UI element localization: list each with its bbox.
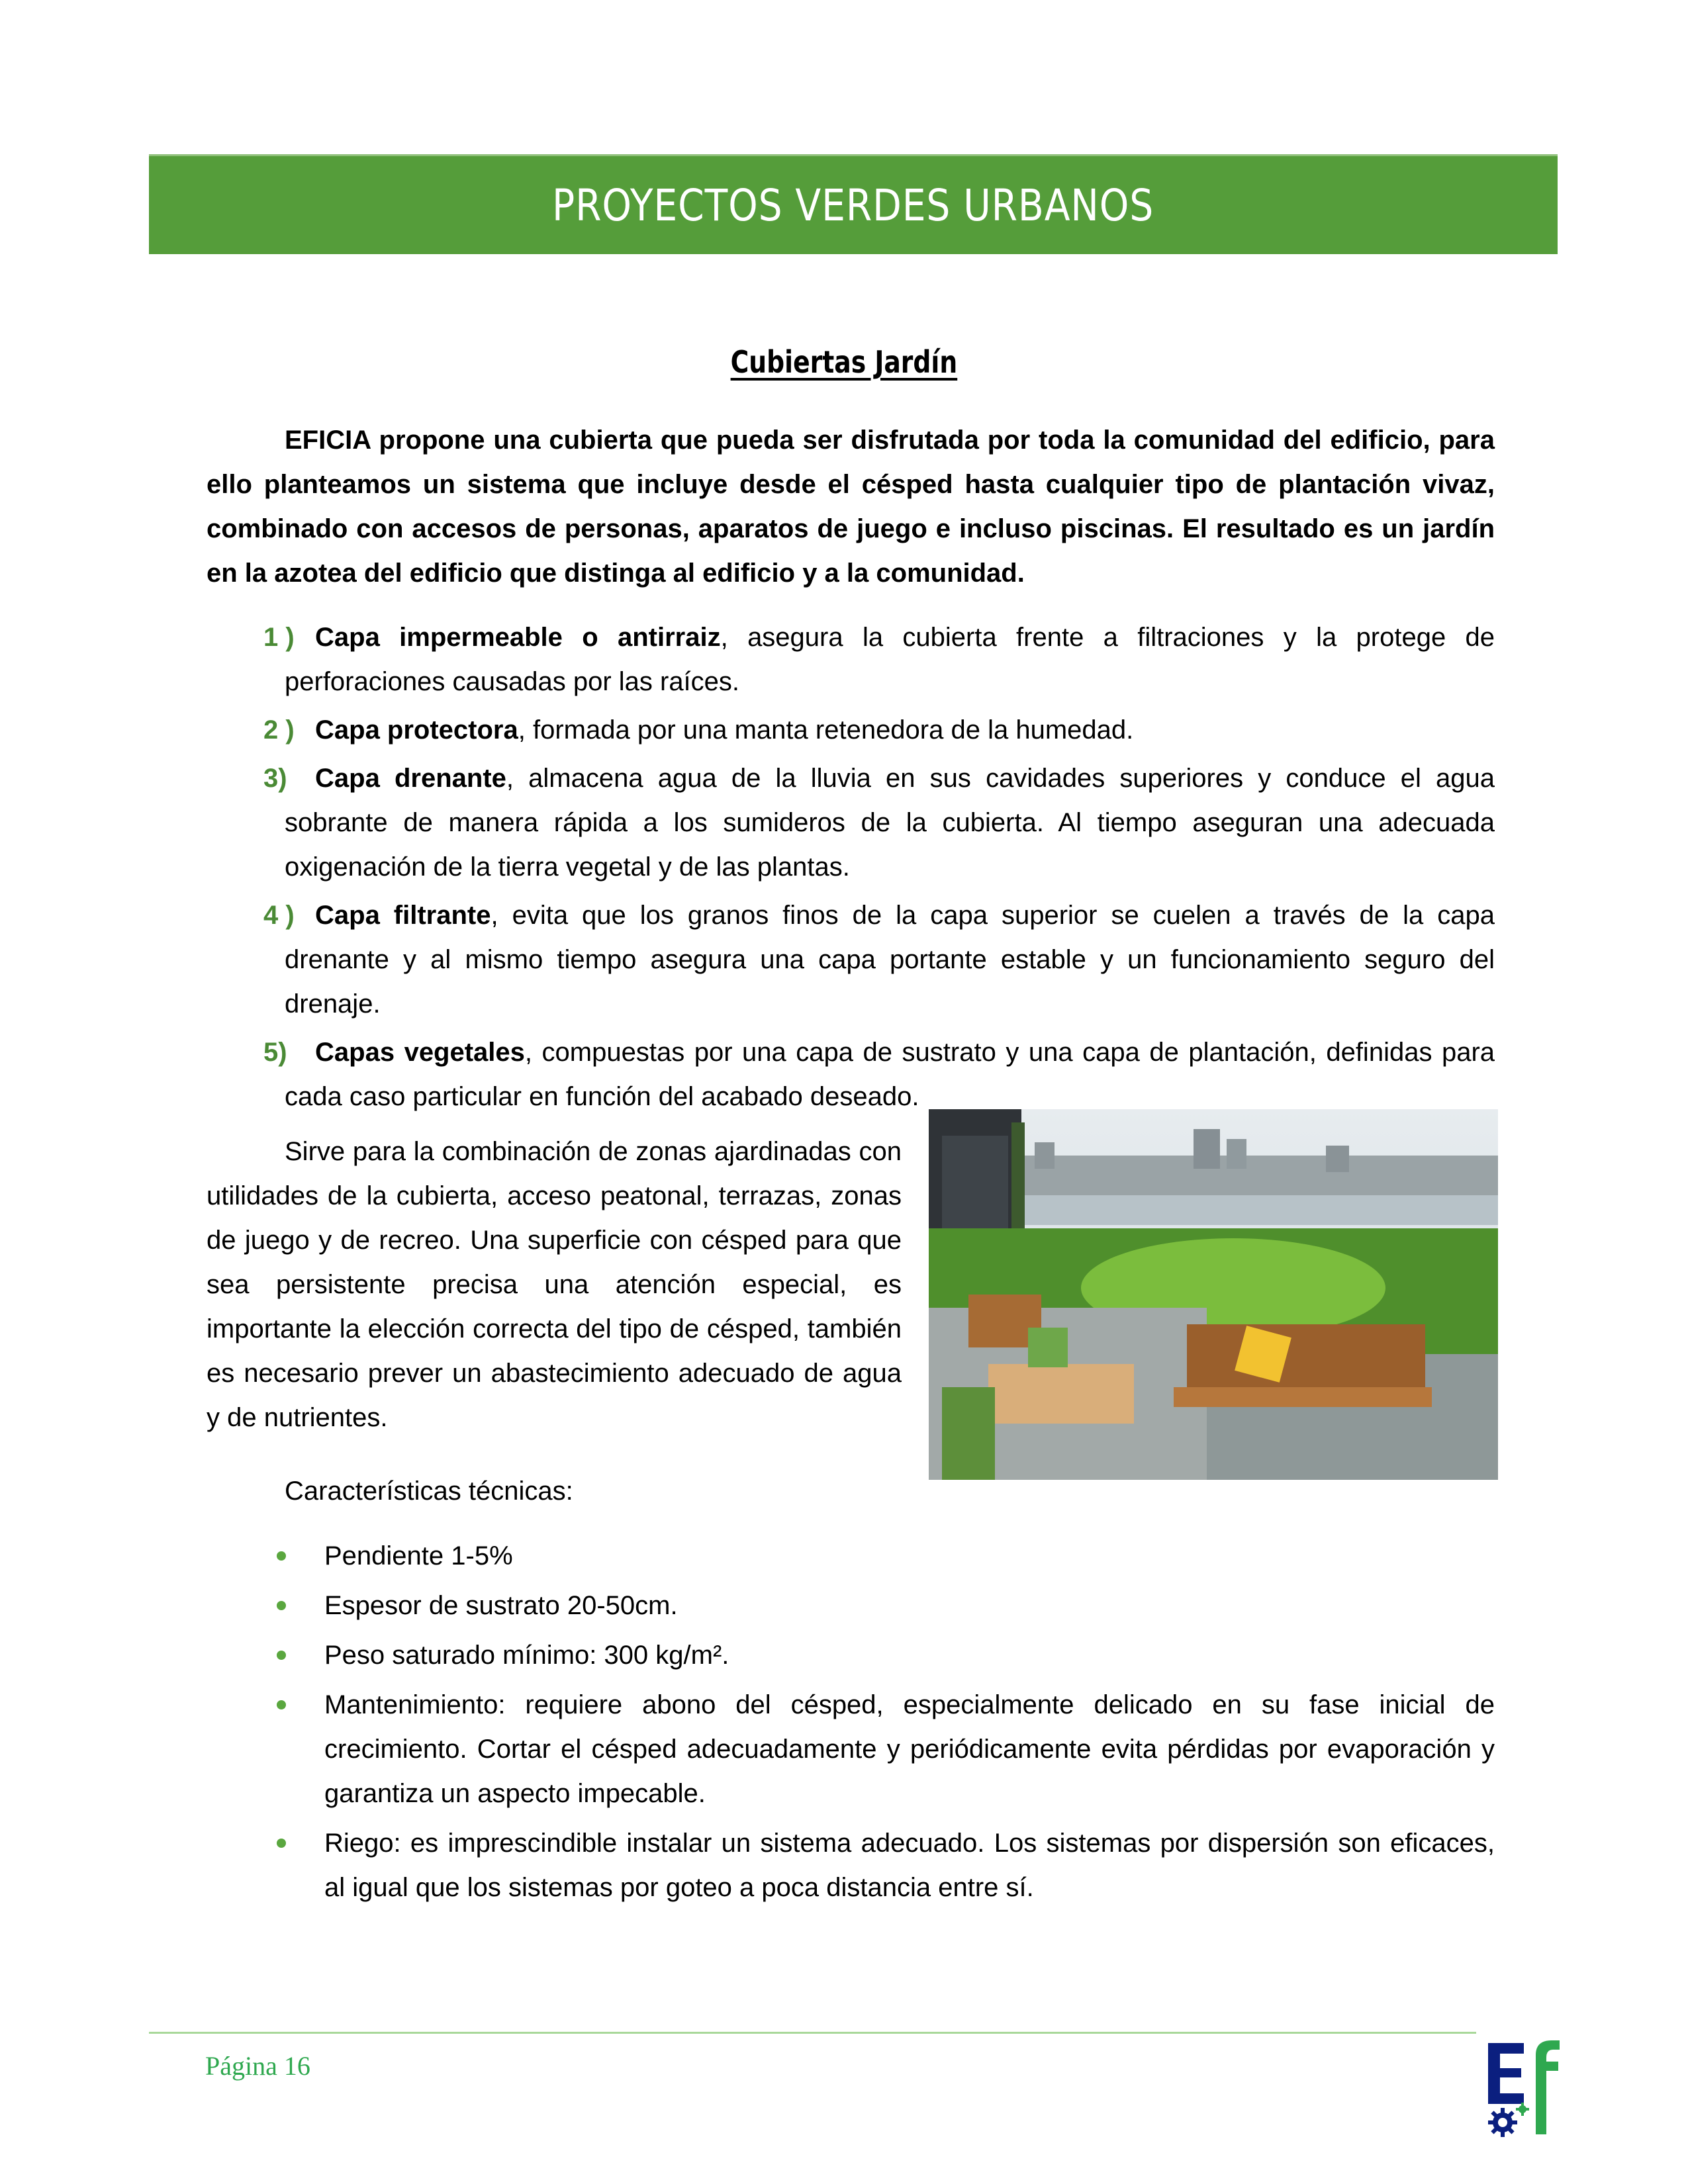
layer-item (263, 756, 1495, 889)
bullet-icon (277, 1601, 286, 1610)
feature-item (271, 1821, 1495, 1910)
intro-paragraph (207, 418, 1495, 596)
page-number: Página 16 (205, 2051, 310, 2081)
layer-text: , compuestas por una capa de sustrato y una capa de plantación, definidas para cada caso particular en función del acabado deseado. (285, 1038, 1495, 1111)
feature-item (271, 1584, 1495, 1628)
feature-item (271, 1683, 1495, 1816)
layer-item (263, 615, 1495, 704)
footer-divider (149, 2032, 1476, 2034)
layer-label: Capa drenante (315, 764, 506, 793)
feature-text: Mantenimiento: requiere abono del césped, especialmente delicado en su fase inicial de crecimiento. Cortar el césped adecuadamente y periódicamente evita pérdidas por evaporación y garantiza un aspecto impecable. (324, 1690, 1495, 1808)
features-heading: Características técnicas: (285, 1477, 573, 1506)
description-text: Sirve para la combinación de zonas ajardinadas con utilidades de la cubierta, acceso peatonal, terrazas, zonas de juego y de recreo. Una superficie con césped para que sea persistente precisa una atención especial, es importante la elección correcta del tipo de césped, también es necesario prever un abastecimiento adecuado de agua y de nutrientes. (207, 1137, 902, 1432)
layer-item (263, 708, 1495, 752)
features-list (271, 1534, 1495, 1915)
layer-label: Capa impermeable o antirraiz (315, 623, 721, 652)
layers-list (263, 615, 1495, 1123)
layer-number: 4 ) (263, 901, 295, 930)
layer-label: Capas vegetales (315, 1038, 525, 1067)
layer-text: , asegura la cubierta frente a filtraciones y la protege de perforaciones causadas por las raíces. (285, 623, 1495, 696)
layer-text: , almacena agua de la lluvia en sus cavidades superiores y conduce el agua sobrante de manera rápida a los sumideros de la cubierta. Al tiempo aseguran una adecuada oxigenación de la tierra vegetal y de las plantas. (285, 764, 1495, 882)
intro-text: EFICIA propone una cubierta que pueda ser disfrutada por toda la comunidad del edificio, para ello planteamos un sistema que incluye desde el césped hasta cualquier tipo de plantación vivaz, combinado con accesos de personas, aparatos de juego e incluso piscinas. El resultado es un jardín en la azotea del edificio que distinga al edificio y a la comunidad. (207, 426, 1495, 588)
section-title-text: Cubiertas Jardín (730, 344, 958, 380)
header-banner (149, 154, 1558, 254)
feature-item (271, 1534, 1495, 1578)
bullet-icon (277, 1839, 286, 1848)
feature-text: Riego: es imprescindible instalar un sistema adecuado. Los sistemas por dispersión son eficaces, al igual que los sistemas por goteo a poca distancia entre sí. (324, 1829, 1495, 1902)
layer-label: Capa filtrante (315, 901, 491, 930)
page-header-title: PROYECTOS VERDES URBANOS (552, 179, 1154, 231)
layer-text: , evita que los granos finos de la capa superior se cuelen a través de la capa drenante y al mismo tiempo asegura una capa portante estable y un funcionamiento seguro del drenaje. (285, 901, 1495, 1019)
eficia-logo (1483, 2035, 1562, 2144)
feature-text: Peso saturado mínimo: 300 kg/m². (324, 1641, 729, 1670)
layer-text: , formada por una manta retenedora de la humedad. (518, 715, 1134, 745)
bullet-icon (277, 1651, 286, 1660)
section-title (0, 344, 1688, 380)
bullet-icon (277, 1700, 286, 1709)
layer-number: 1 ) (263, 623, 295, 652)
eficia-logo-icon (1483, 2035, 1562, 2144)
layer-number: 3) (263, 764, 287, 793)
rooftop-garden-illustration (929, 1109, 1498, 1480)
layer-label: Capa protectora (315, 715, 518, 745)
layer-item (263, 1030, 1495, 1119)
feature-text: Pendiente 1-5% (324, 1541, 513, 1570)
bullet-icon (277, 1551, 286, 1561)
feature-item (271, 1633, 1495, 1678)
layer-item (263, 893, 1495, 1026)
layer-number: 2 ) (263, 715, 295, 745)
feature-text: Espesor de sustrato 20-50cm. (324, 1591, 678, 1620)
rooftop-garden-photo (929, 1109, 1498, 1480)
layer-number: 5) (263, 1038, 287, 1067)
description-paragraph (207, 1130, 902, 1440)
